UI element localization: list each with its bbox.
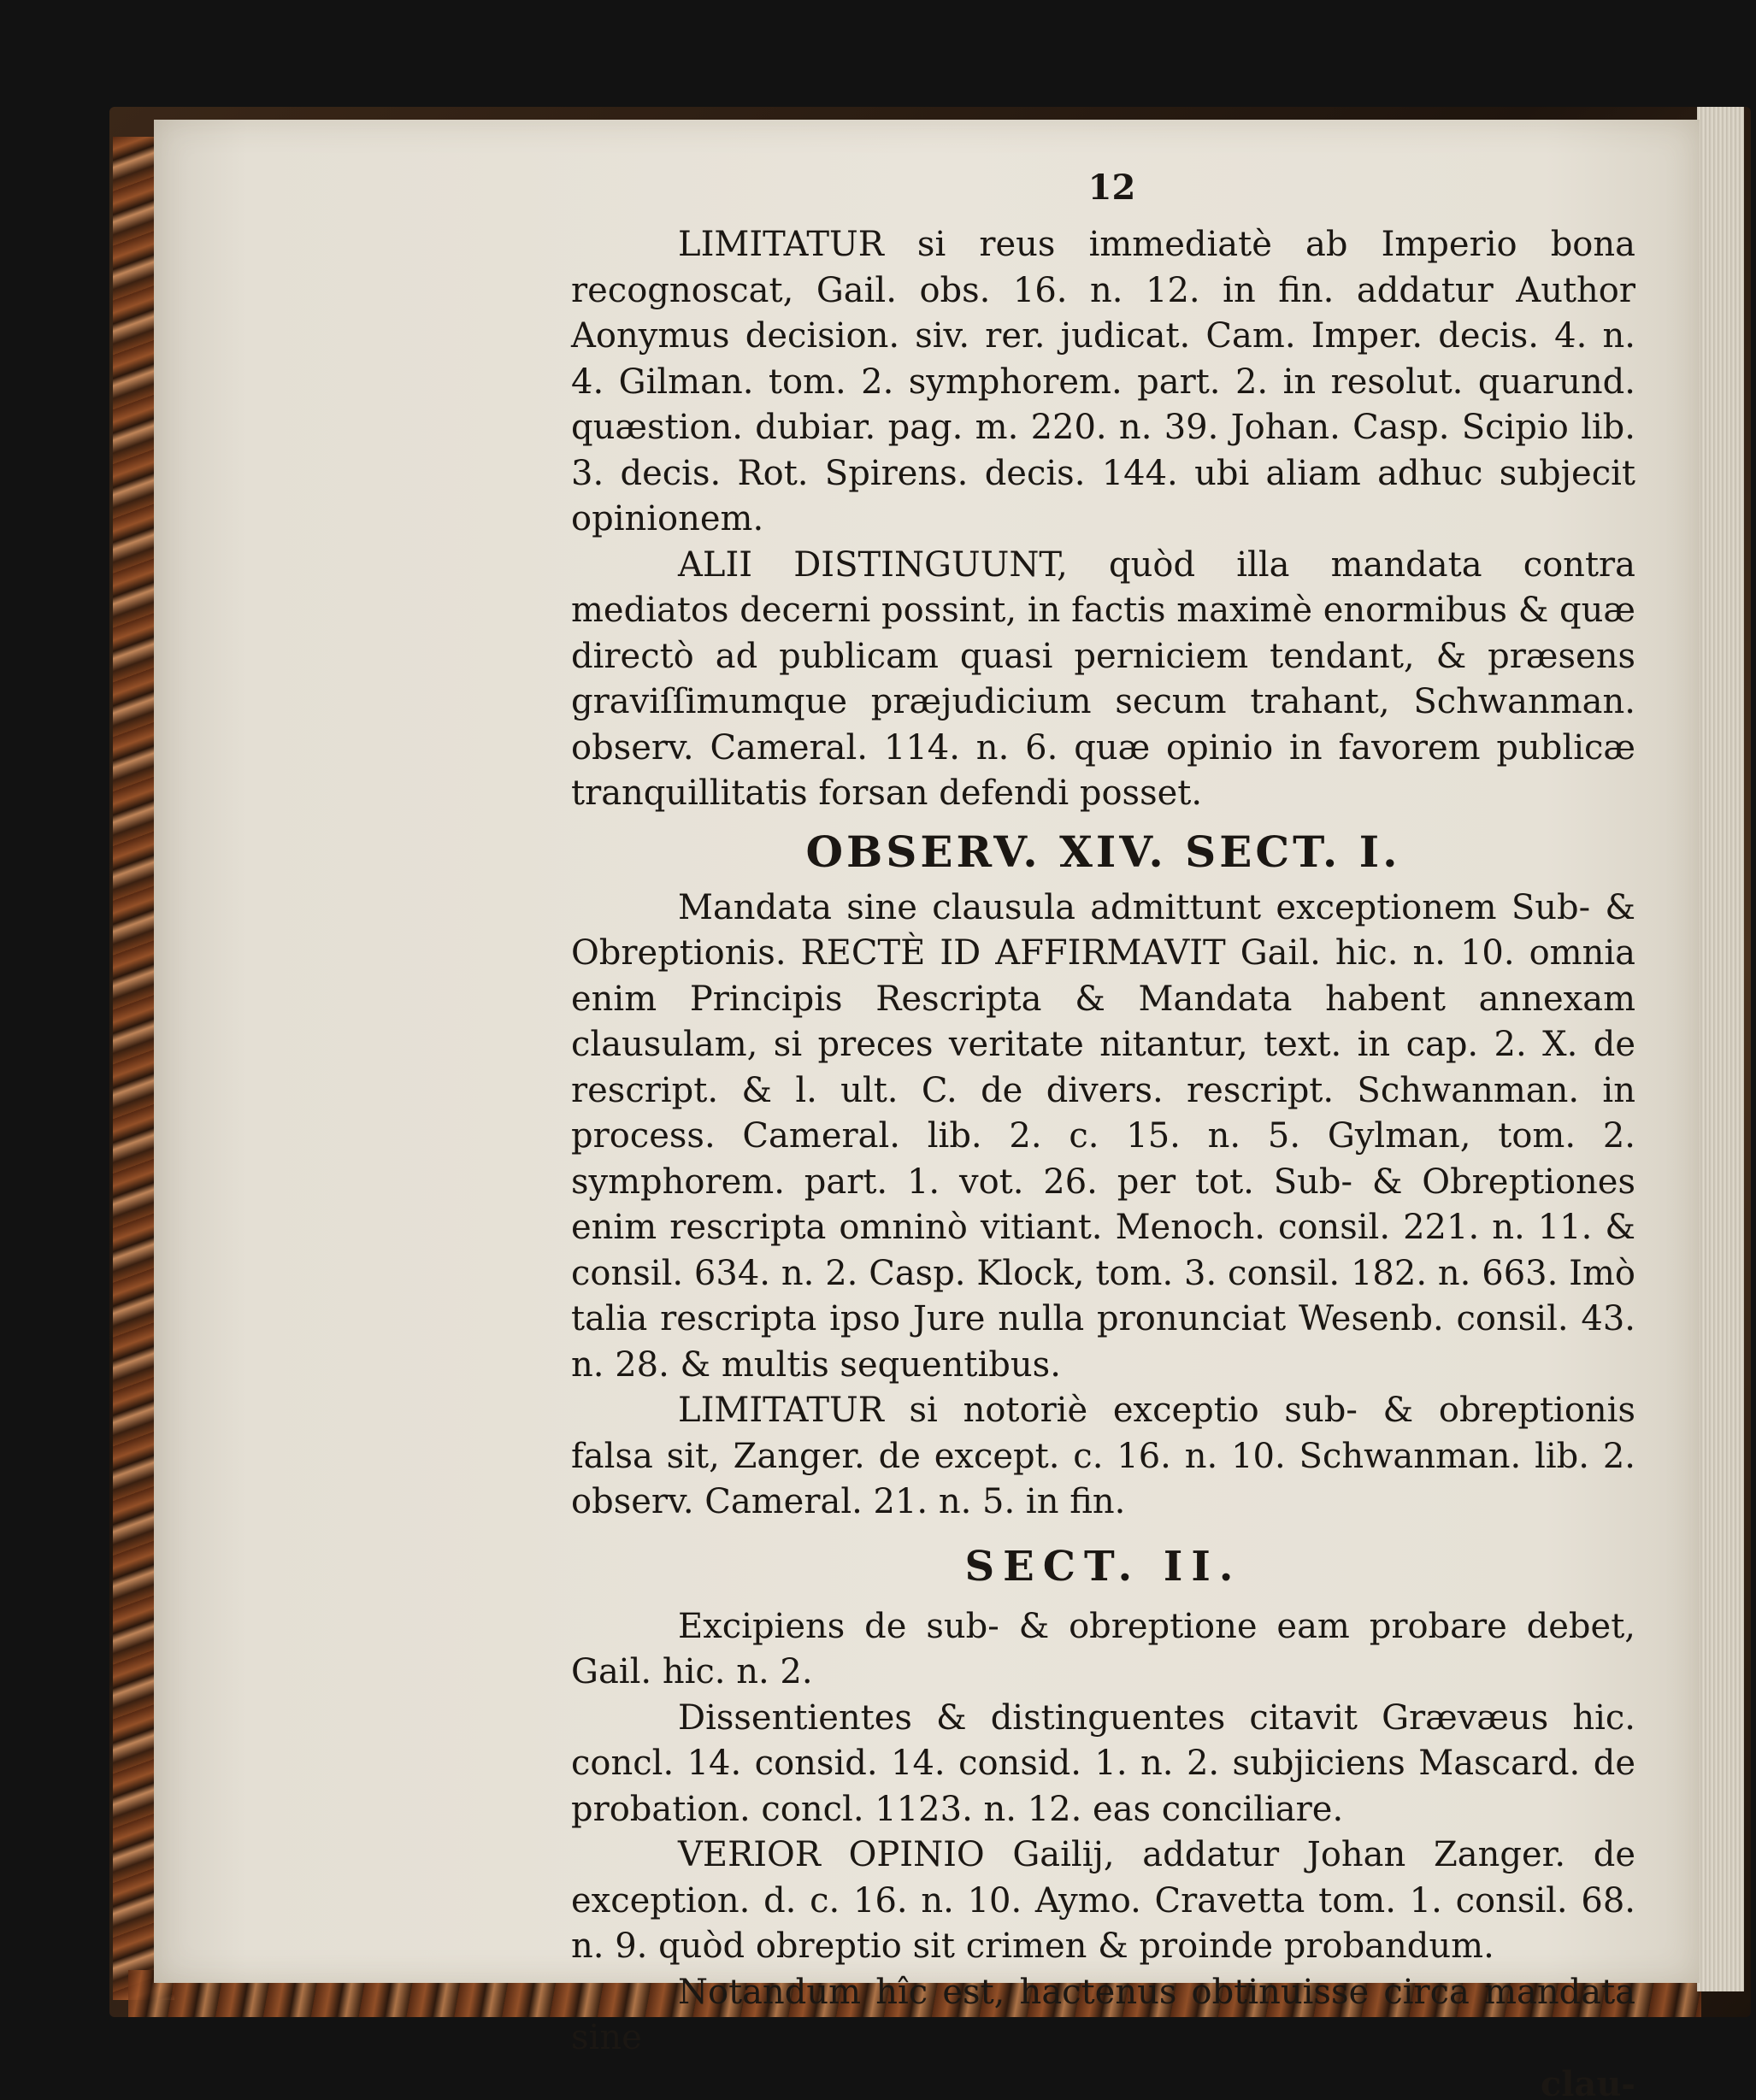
page-stack-edge: [1697, 107, 1744, 1991]
paragraph: Excipiens de sub- & obreptione eam probare debet, Gail. hic. n. 2.: [571, 1606, 1635, 1691]
section-heading: SECT. II.: [964, 1542, 1242, 1591]
page-text: [571, 168, 1635, 2100]
paragraph: VERIOR OPINIO Gailij, addatur Johan Zanger. de exception. d. c. 16. n. 10. Aymo. Cravetta tom. 1. consil. 68. n. 9. quòd obreptio sit crimen & proinde probandum.: [571, 1835, 1635, 1966]
paragraph: Dissentientes & distinguentes citavit Grævæus hic. concl. 14. consid. 14. consid. 1. n. 2. subjiciens Mascard. de probation. concl. 1123. n. 12. eas conciliare.: [571, 1697, 1635, 1829]
paragraph: Notandum hîc est, hactenus obtinuisse circa mandata sine: [571, 1972, 1635, 2057]
section-heading: OBSERV. XIV. SECT. I.: [805, 826, 1401, 877]
paragraph: LIMITATUR si notoriè exceptio sub- & obreptionis falsa sit, Zanger. de except. c. 16. n. 10. Schwanman. lib. 2. observ. Cameral. 21. n. 5. in fin.: [571, 1391, 1635, 1521]
catchword: clau-: [1540, 2063, 1635, 2100]
paragraph: ALII DISTINGUUNT, quòd illa mandata contra mediatos decerni possint, in factis maximè enormibus & quæ directò ad publicam quasi perniciem tendant, & præsens graviſſimumque præjudicium secum trahant, Schwanman. observ. Cameral. 114. n. 6. quæ opinio in favorem publicæ tranquillitatis forsan defendi posset.: [571, 544, 1635, 813]
page-number: 12: [1087, 168, 1136, 208]
paragraph: Mandata sine clausula admittunt exceptionem Sub- & Obreptionis. RECTÈ ID AFFIRMAVIT Gail. hic. n. 10. omnia enim Principis Rescripta & Mandata habent annexam clausulam, si preces veritate nitantur, text. in cap. 2. X. de rescript. & l. ult. C. de divers. rescript. Schwanman. in process. Cameral. lib. 2. c. 15. n. 5. Gylman, tom. 2. symphorem. part. 1. vot. 26. per tot. Sub- & Obreptiones enim rescripta omninò vitiant. Menoch. consil. 221. n. 11. & consil. 634. n. 2. Casp. Klock, tom. 3. consil. 182. n. 663. Imò talia rescripta ipso Jure nulla pronunciat Wesenb. consil. 43. n. 28. & multis sequentibus.: [571, 887, 1635, 1385]
paragraph: LIMITATUR si reus immediatè ab Imperio bona recognoscat, Gail. obs. 16. n. 12. in fin. addatur Author Aonymus decision. siv. rer. judicat. Cam. Imper. decis. 4. n. 4. Gilman. tom. 2. symphorem. part. 2. in resolut. quarund. quæstion. dubiar. pag. m. 220. n. 39. Johan. Casp. Scipio lib. 3. decis. Rot. Spirens. decis. 144. ubi aliam adhuc subjecit opinionem.: [571, 225, 1635, 538]
